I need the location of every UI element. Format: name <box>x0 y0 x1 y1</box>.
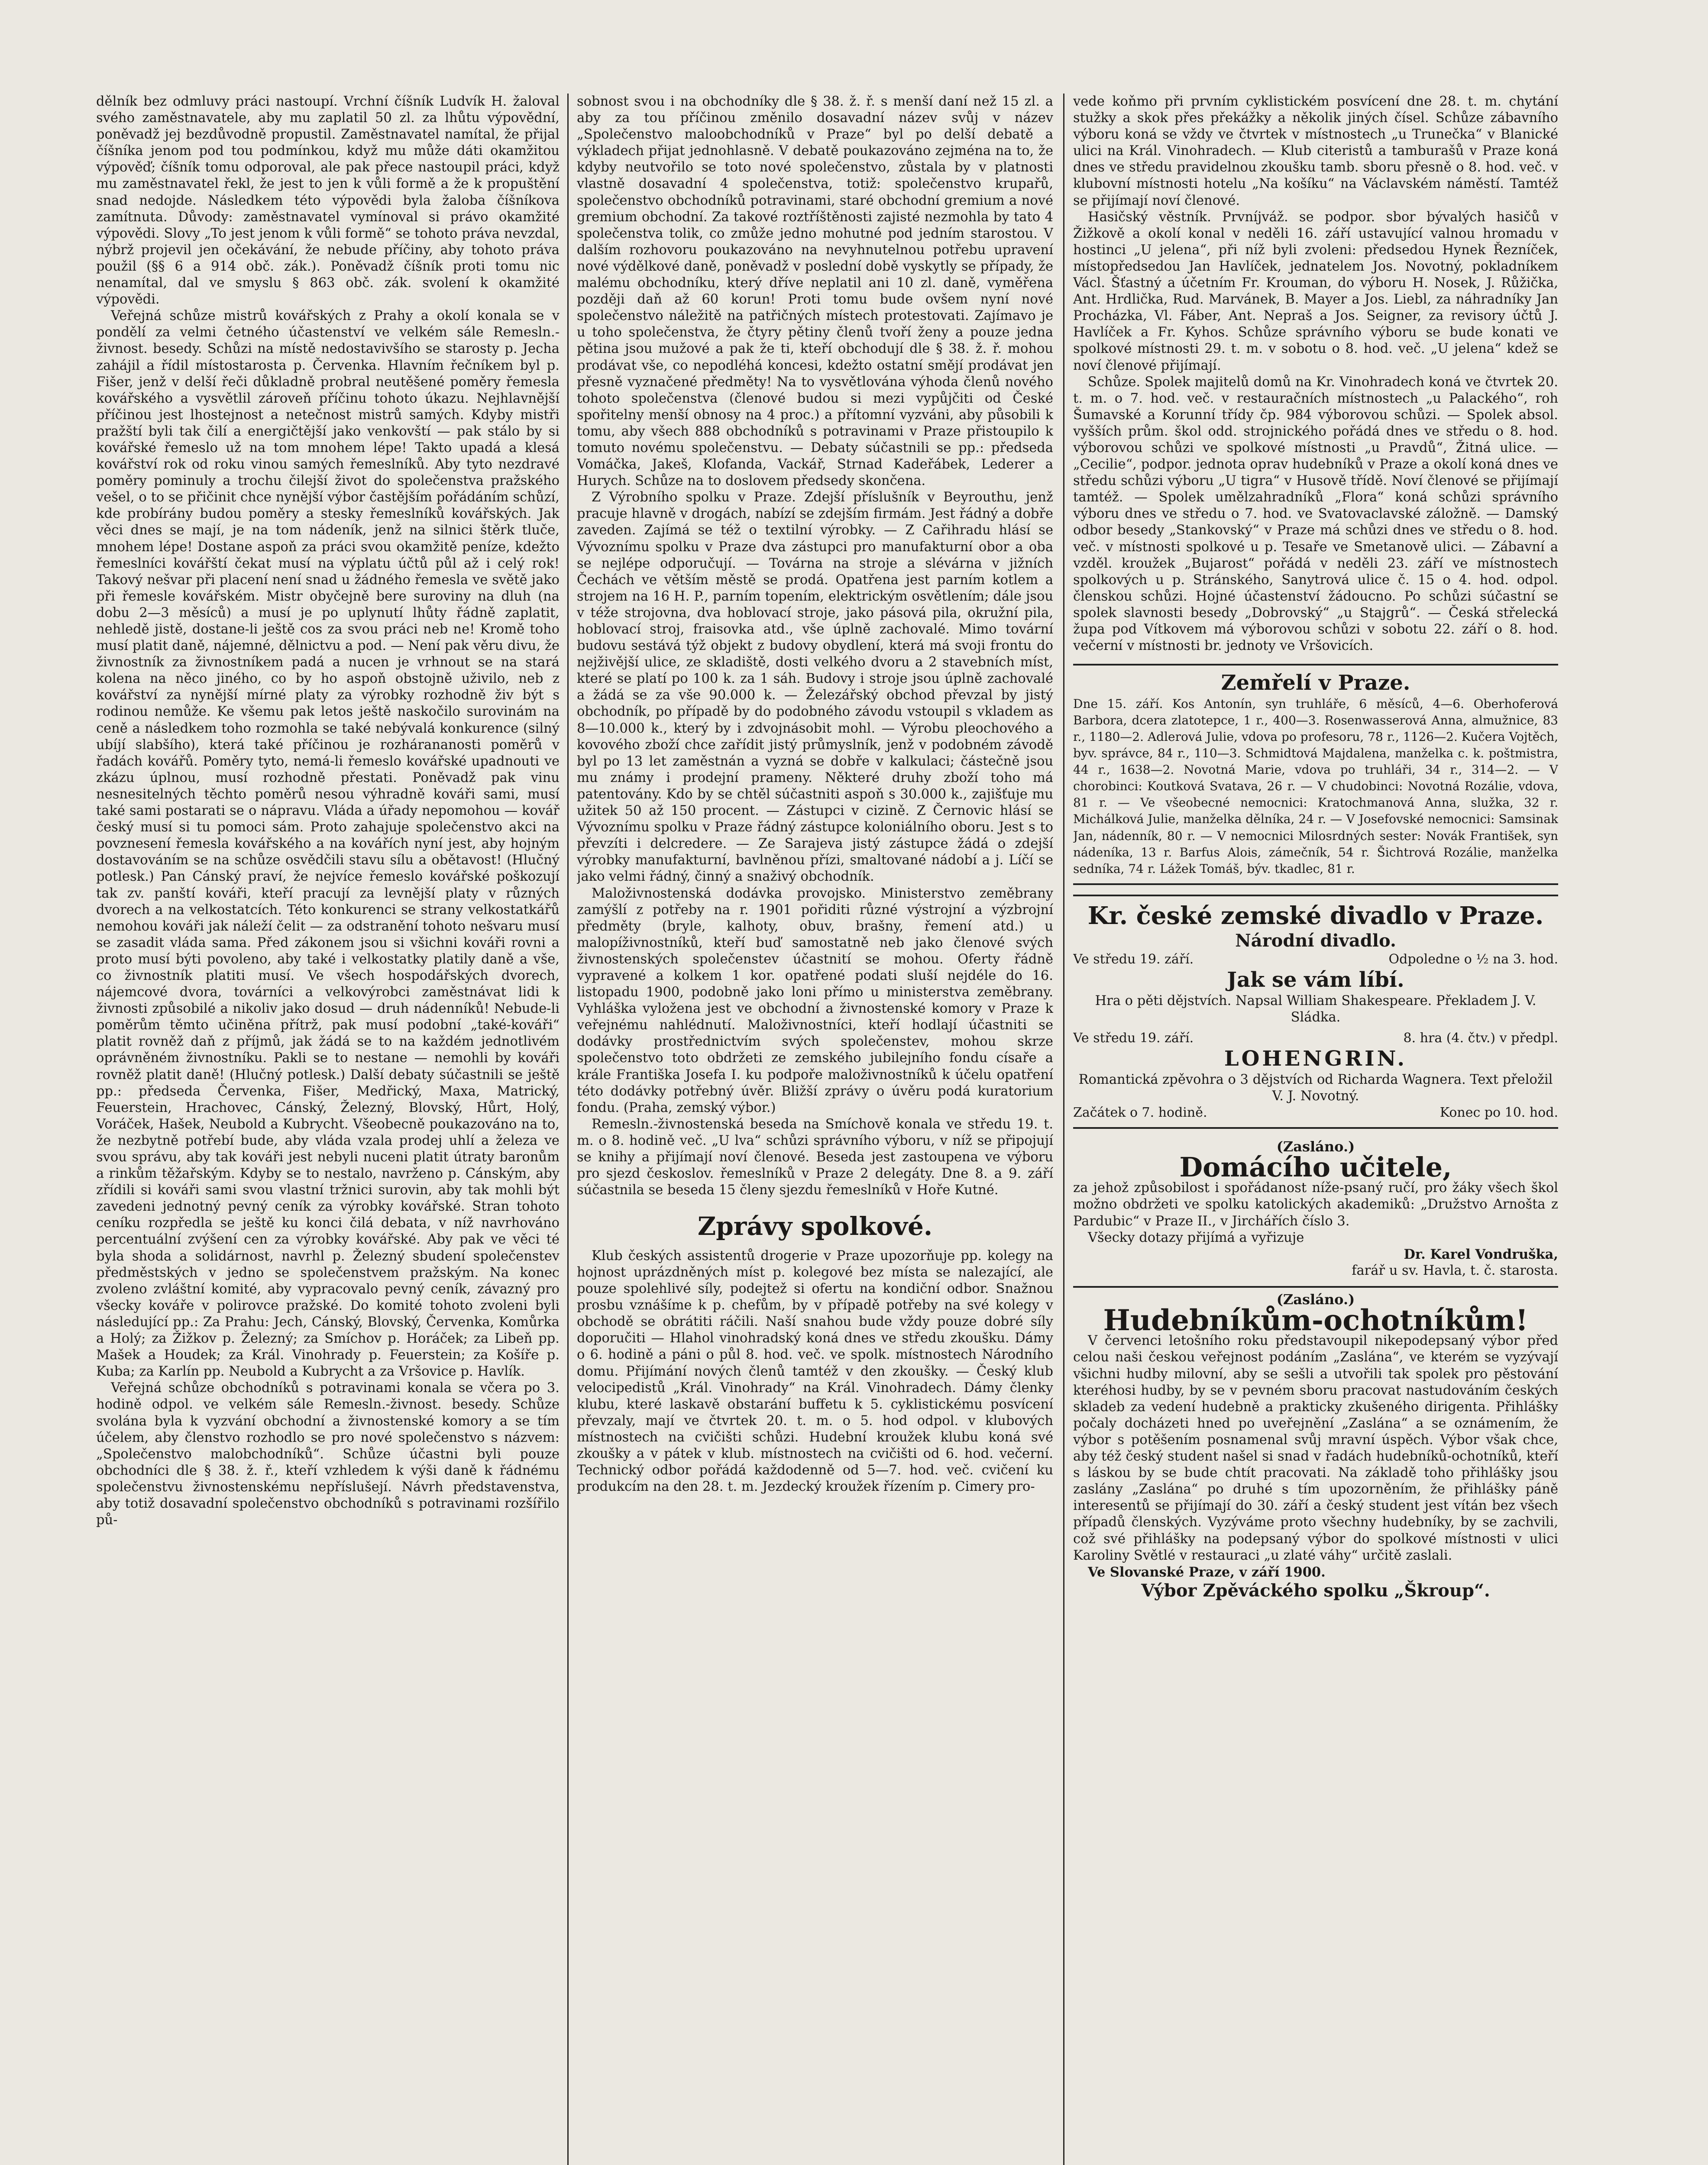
article-paragraph: dělník bez odmluvy práci nastoupí. Vrchní číšník Ludvík H. žaloval svého zaměstnavatele, aby mu zaplatil 50 zl. za lhůtu výpovědní, poněvadž jej bezdůvodně propustil. Zaměstnavatel namítal, že přijal číšníka jenom pod tou podmínkou, když mu může dáti okamžitou výpověď; číšník tomu odporoval, ale pak přece nastoupil práci, když mu zaměstnavatel řekl, že jest to jen k vůli formě a že k propuštění snad nedojde. Následkem této výpovědi byla žaloba číšníkova zamítnuta. Důvody: zaměstnavatel vymínoval si právo okamžité výpovědi. Slovy „To jest jenom k vůli formě“ se tohoto práva nevzdal, nýbrž projevil jen očekávání, že nebude příčiny, aby tohoto práva použil (§§ 6 a 914 obč. zák.). Poněvadž číšník proti tomu nic nenamítal, dal ve smyslu § 863 obč. zák. svolení k okamžité výpovědi. <box>96 94 560 307</box>
ad-signature: Výbor Zpěváckého spolku „Škroup“. <box>1141 1580 1490 1601</box>
deaths-notice <box>1073 664 1558 885</box>
article-paragraph: Veřejná schůze obchodníků s potravinami konala se včera po 3. hodině odpol. ve velkém sále Remesln.-živnost. besedy. Schůze svolána byla k vyzvání obchodní a živnostenské komory a se tím účelem, aby členstvo rozhodlo se pro nové společenstvo s názvem: „Společenstvo malobchodníků“. Schůze účastni byli pouze obchodníci dle § 38. ž. ř., kteří vzhledem k výši daně k řádnému společenstvu živnostenskému nepříslušejí. Návrh představenstva, aby totiž dosavadní společenstvo obchodníků s potravinami rozšířilo pů- <box>96 1380 560 1528</box>
column-divider <box>1063 94 1064 2165</box>
column-left <box>96 94 560 2165</box>
ad-place-date: Ve Slovanské Praze, v září 1900. <box>1088 1564 1326 1580</box>
theater-title: Kr. české zemské divadlo v Praze. <box>1087 901 1544 930</box>
deaths-title: Zemřelí v Praze. <box>1221 671 1410 695</box>
play-description: Romantická zpěvohra o 3 dějstvích od Richarda Wagnera. Text přeložil V. J. Novotný. <box>1078 1072 1553 1104</box>
ad-signature: Dr. Karel Vondruška, <box>1404 1246 1558 1262</box>
deaths-text: Dne 15. září. Kos Antonín, syn truhláře, 6 měsíců, 4—6. Oberhoferová Barbora, dcera zlatotepce, 1 r., 400—3. Rosenwasserová Anna, almužnice, 83 r., 1180—2. Adlerová Julie, vdova po profesoru, 78 r., 1126—2. Kučera Vojtěch, byv. správce, 84 r., 110—3. Schmidtová Majdalena, manželka c. k. poštmistra, 44 r., 1638—2. Novotná Marie, vdova po truhláři, 34 r., 314—2. — V chorobinci: Koutková Svatava, 26 r. — V chudobinci: Novotná Rozálie, vdova, 81 r. — Ve všeobecné nemocnici: Kratochmanová Anna, služka, 32 r. Michálková Julie, manželka dělníka, 24 r. — V Josefovské nemocnici: Samsinak Jan, nádenník, 80 r. — V nemocnici Milosrdných sester: Novák František, syn nádeníka, 13 r. Barfus Alois, zámečník, 54 r. Šichtrová Rozálie, manželka sedníka, 74 r. Lážek Tomáš, býv. tkadlec, 81 r. <box>1073 696 1558 876</box>
column-right <box>1073 94 1558 2165</box>
performance-line <box>1073 951 1558 968</box>
performance-date: Ve středu 19. září. <box>1073 1030 1194 1046</box>
theater-subtitle: Národní divadlo. <box>1235 931 1396 951</box>
column-middle <box>577 94 1053 2165</box>
theater-program <box>1073 895 1558 1129</box>
article-paragraph: sobnost svou i na obchodníky dle § 38. ž. ř. s menší daní než 15 zl. a aby za tou příčinou změnilo dosavadní název svůj v název „Společenstvo maloobchodníků v Praze“ byl po delší debatě a výkladech přijat jednohlasně. V debatě poukazováno zejména na to, že kdyby neutvořilo se toto nové společenstvo, zůstala by v platnosti vlastně dosavadní 4 společenstva, totiž: společenstvo krupařů, společenstvo obchodníků potravinami, staré obchodní gremium a nové gremium obchodní. Za takové roztříštěnosti zajisté nezmohla by tato 4 společenstva tolik, co zmůže jedno mohutné pod jedním starostou. V dalším rozhovoru poukazováno na nevyhnutelnou potřebu upravení nové výdělkové daně, poněvadž v poslední době vyskytly se případy, že malému obchodníku, který dříve neplatil ani 10 zl. daně, vyměřena později daň až 60 korun! Proti tomu bude ovšem nyní nové společenstvo náležitě na patřičných místech protestovati. Zajímavo je u toho společenstva, že čtyry pětiny členů tvoří ženy a pouze jedna pětina jsou mužové a pak že ti, kteří obchodují dle § 38. ž. ř. mohou prodávat vše, co nepodléhá koncesi, kdežto ostatní smějí prodávat jen přesně vyznačené předměty! Na to vysvětlována výhoda členů nového tohoto společenstva (členové budou si mezi vypůjčiti od České spořitelny menší obnosy na 4 proc.) a přítomní vyzváni, aby působili k tomu, aby všech 888 obchodníků s potravinami v Praze přistoupilo k tomuto novému společenstvu. — Debaty súčastnili se pp.: předseda Vomáčka, Jakeš, Klofanda, Vackář, Strnad Kadeřábek, Lederer a Hurych. Schůze na to doslovem předsedy skončena. <box>577 94 1053 489</box>
ad-tutor <box>1073 1138 1558 1279</box>
article-paragraph: Veřejná schůze mistrů kovářských z Prahy a okolí konala se v pondělí za velmi četného účastenství ve velkém sále Remesln.-živnost. besedy. Schůzi na místě nedostavivšího se starosty p. Jecha zahájil a řídil místostarosta p. Červenka. Hlavním řečníkem byl p. Fišer, jenž v delší řeči důkladně probral neutěšené poměry řemesla kovářského a vysvětlil zároveň příčinu tohoto úkazu. Nejhlavnější příčinou jest lhostejnost a netečnost mistrů samých. Kdyby mistři pražští byli tak čilí a energičtější jako venkovští — pak stálo by si kovářské řemeslo už na tom mnohem lépe! Takto upadá a klesá kovářství rok od roku vinou samých řemeslníků. Aby tyto nezdravé poměry pominuly a trochu čilejší život do společenstva pražského vešel, o to se přičinit chce nynější výbor častějším pořádáním schůzí, kde probírány budou poměry a stesky řemeslníků kovářských. Jak věci dnes se mají, je na tom nádeník, jenž na silnici štěrk tluče, mnohem lépe! Dostane aspoň za práci svou okamžitě peníze, kdežto řemeslníci kovářští čekat musí na výplatu účtů půl až i celý rok! Takový nešvar při placení není snad u žádného řemesla ve světě jako při řemesle kovářském. Mistr obyčejně bere suroviny na dluh (na dobu 2—3 měsíců) a musí je po uplynutí lhůty řádně zaplatit, nehledě jistě, dostane-li ještě cos za svou práci neb ne! Kromě toho musí platit daně, nájemné, dělnictvu a pod. — Není pak věru divu, že živnostník za živnostníkem padá a nucen je vrhnout se na stará kolena na něco jiného, co by ho aspoň obstojně uživilo, neb z kovářství za nynější mírné platy za výrobky rozhodně živ být s rodinou nemůže. Ke všemu pak letos ještě naskočilo surovinám na ceně a následkem toho rozmohla se také nebývalá konkurence (silný ubíjí slabšího), která také příčinou je rozhárananosti poměrů v řadách kovářů. Poměry tyto, nemá-li řemeslo kovářské upadnouti ve zkázu úplnou, musí rozhodně přestati. Poněvadž pak vinu nesnesitelných těchto poměrů nesou výhradně kováři sami, musí také sami postarati se o nápravu. Vláda a úřady nepomohou — kovář český musí si tu pomoci sám. Proto zahajuje společenstvo akci na povznesení řemesla kovářského a na kovářích nyní jest, aby hojným dostavováním se na schůze osvědčili stavu sílu a obětavost! (Hlučný potlesk.) Pan Cánský praví, že nejvíce řemeslo kovářské poškozují tak zv. panští kováři, kteří pracují za levnější platy v různých dvorech a na velkostatcích. Této konkurenci se strany velkostatkářů nemohou kováři jak náleží čelit — za odstranění tohoto nešvaru musí se zasadit vláda sama. Před zákonem jsou si všichni kováři rovni a proto musí býti povoleno, aby také i velkostatky platily daně a vše, co živnostník platiti musí. Ve všech hospodářských dvorech, nájemcové dvora, továrníci a velkovýrobci zaměstnávat lidi k živnosti způsobilé a nikoliv jako dosud — druh nádenníků! Nebude-li poměrům těmto učiněna přítrž, pak musí podobní „také-kováři“ platit rovněž daň z příjmů, jak žádá se to na každém jednotlivém oprávněném živnostníku. Pakli se to nestane — nemohli by kováři rovněž platit daně! (Hlučný potlesk.) Další debaty súčastnili se ještě pp.: předseda Červenka, Fišer, Medřický, Maxa, Matrický, Feuerstein, Hrachovec, Cánský, Železný, Blovský, Hůrt, Holý, Voráček, Hašek, Neubold a Kubrycht. Všeobecně poukazováno na to, že nezbytně potřebí bude, aby vláda vzala prodej uhlí a železa ve svou správu, aby tak kováři jest nebyli nuceni platit útraty baronům a rinkům těžařským. Kdyby se to nestalo, navrženo p. Cánským, aby zřídili si kováři sami svou vlastní tržnici surovin, aby tak mohli být zavedeni jednotný pevný ceník za výrobky kovářské. Stran tohoto ceníku rozpředla se ještě ku konci čilá debata, v níž navrhováno percentuální zvýšení cen za výrobky kovářské. Aby pak ve věci té byla shoda a solidárnost, navrhl p. Železný sbudení společenstev předměstských v jedno se společenstvem pražským. Na konec zvoleno zvláštní komité, aby vypracovalo pevný ceník, závazný pro všecky kováře v polirovce pražské. Do komité tohoto zvoleni byli následující pp.: Za Prahu: Jech, Cánský, Blovský, Červenka, Komůrka a Holý; za Žižkov p. Železný; za Smíchov p. Horáček; za Libeň pp. Mašek a Houdek; za Král. Vinohrady p. Feuerstein; za Košíře p. Kuba; za Karlín pp. Neubold a Kubrycht a za Vršovice p. Havlík. <box>96 308 560 1380</box>
performance-note: 8. hra (4. čtv.) v předpl. <box>1403 1030 1558 1046</box>
ad-title: Hudebníkům-ochotníkům! <box>1103 1303 1528 1338</box>
article-paragraph: vede koňmo při prvním cyklistickém posvícení dne 28. t. m. chytání stužky a skok přes překážky a několik jiných čísel. Schůze zábavního výboru koná se vždy ve čtvrtek v místnostech „u Trunečka“ v Blanické ulici na Král. Vinohradech. — Klub citeristů a tamburašů v Praze koná dnes ve středu pravidelnou zkoušku tamb. sboru přesně o 8. hod. več. v klubovní místnosti hotelu „Na košíku“ na Václavském náměstí. Tamtéž se přijímají noví členové. <box>1073 94 1558 208</box>
performance-time: Odpoledne o ½ na 3. hod. <box>1388 952 1558 967</box>
performance-line <box>1073 1105 1558 1121</box>
ad-tag: (Zasláno.) <box>1276 1291 1355 1308</box>
article-paragraph: Remesln.-živnostenská beseda na Smíchově konala ve středu 19. t. m. o 8. hodině več. „U lva“ schůzi správního výboru, v níž se připojují se knihy a přijímají noví členové. Beseda jest zastoupena ve výboru pro sjezd českoslov. řemeslníků v Praze 2 delegáty. Dne 8. a 9. září súčastnila se beseda 15 členy sjezdu řemeslníků v Hoře Kutné. <box>577 1116 1053 1198</box>
ad-signature-title: farář u sv. Havla, t. č. starosta. <box>1352 1263 1558 1278</box>
performance-line <box>1073 1030 1558 1047</box>
section-heading: Zprávy spolkové. <box>697 1212 933 1241</box>
article-paragraph: Hasičský věstník. Prvníjváž. se podpor. sbor bývalých hasičů v Žižkově a okolí konal v neděli 16. září ustavující valnou hromadu v hostinci „U jelena“, při níž byli zvoleni: předsedou Hynek Řezníček, místopředsedou Jan Havlíček, jednatelem Jos. Novotný, pokladníkem Václ. Šťastný a účetním Fr. Krouman, do výboru H. Nosek, J. Růžička, Ant. Hrdlička, Rud. Marvánek, B. Mayer a Jos. Liebl, za náhradníky Jan Procházka, Vl. Fáber, Ant. Nepraš a Jos. Seigner, za revisory účtů J. Havlíček a Fr. Kyhos. Schůze správního výboru se bude konati ve spolkové místnosti 29. t. m. v sobotu o 8. hod. več. „U jelena“ kdež se noví členové přijímají. <box>1073 209 1558 373</box>
article-paragraph: Klub českých assistentů drogerie v Praze upozorňuje pp. kolegy na hojnost uprázdněných míst p. kolegové bez místa se nalezající, ale pouze spolehlivé síly, podejtež si ofertu na kondiční odbor. Snažnou prosbu vznášíme k p. chefům, by v případě potřeby na své kolegy v obchodě se obrátiti ráčili. Naší snahou bude vždy pouze dobré síly doporučiti — Hlahol vinohradský koná dnes ve středu zkoušku. Dámy o 6. hodině a páni o půl 8. hod. več. ve spolk. místnostech Národního domu. Přijímání nových členů tamtéž v den zkoušky. — Český klub velocipedistů „Král. Vinohrady“ na Král. Vinohradech. Dámy členky klubu, které laskavě obstarání buffetu k 5. cyklistickému posvícení převzaly, mají ve čtvrtek 20. t. m. o 5. hod odpol. v klubových místnostech na cvičišti schůzi. Hudební kroužek klubu koná své zkoušky a v pátek v klub. místnostech na cvičišti od 6. hod. večerní. Technický odbor pořádá každodenně od 5—7. hod. več. cvičení ku produkcím na den 28. t. m. Jezdecký kroužek řízením p. Cimery pro- <box>577 1248 1053 1495</box>
play-title: LOHENGRIN. <box>1224 1046 1407 1071</box>
article-paragraph: Maloživnostenská dodávka provojsko. Ministerstvo zeměbrany zamýšlí z potřeby na r. 1901 pořiditi různé výstrojní a výzbrojní předměty (bryle, kalhoty, obuv, brašny, řemení atd.) u malopíživnostníků, kteří buď samostatně neb jako členové svých živnostenských společenstev účastnití se mohou. Oferty řádně vypravené a kolkem 1 kor. opatřené podati sluší nejdéle do 16. listopadu 1900, podobně jako loni přímo u ministerstva zeměbrany. Vyhláška vyložena jest ve obchodní a živnostenské komory v Praze k veřejnému nahlédnutí. Maloživnostníci, kteří hodlají účastniti se dodávky prostřednictvím svých společenstev, mohou skrze společenstvo toto obdržeti ze zemského jubilejního fondu císaře a krále Františka Josefa I. ku podpoře maloživnostníků k účelu opatření této dodávky potřebný úvěr. Bližší zprávy o úvěru podá kuratorium fondu. (Praha, zemský výbor.) <box>577 885 1053 1115</box>
ad-note: Všecky dotazy přijímá a vyřizuje <box>1088 1230 1304 1245</box>
ad-text: V červenci letošního roku představoupil nikepodepsaný výbor před celou naši českou veřejnost podáním „Zaslána“, ve kterém se vyzývají všichni hudby milovní, aby se sešli a utvořili tak spolek pro pěstování kteréhosi hudby, by se v pevném sboru pracovat nastudováním českých skladeb za vedení hudebně a prakticky zkušeného dirigenta. Přihlášky počaly docházeti hned po uveřejnění „Zaslána“ a se oznámením, že výbor s potěšením posnamenal svůj mravní úspěch. Výbor však chce, aby též český student našel si snad v řadách hudebníků-ochotníků, kteří s láskou by se bude chtít pracovati. Na základě toho přihlášky jsou zaslány „Zaslána“ po druhé s tím upozorněním, že přihlášky páně interesentů se přijímají do 30. září a český student jest vítán bez všech případů členských. Vyzýváme proto všechny hudebníky, by se zachvili, což své přihlášky na podepsaný výbor do spolkové místnosti v ulici Karoliny Světlé v restauraci „u zlaté váhy“ určitě zaslali. <box>1073 1333 1558 1563</box>
performance-start: Začátek o 7. hodině. <box>1073 1105 1207 1120</box>
article-paragraph: Z Výrobního spolku v Praze. Zdejší příslušník v Beyrouthu, jenž pracuje hlavně v drogách, nabízí se zdejším firmám. Jest řádný a dobře zaveden. Zajímá se též o textilní výrobky. — Z Cařihradu hlásí se Vývoznímu spolku v Praze dva zástupci pro manufakturní obor a oba se nejlépe odporučují. — Továrna na stroje a slévárna v jižních Čechách ve větším městě se prodá. Opatřena jest parním kotlem a strojem na 16 H. P., parním topením, elektrickým osvětlením; dále jsou v téže strojovna, dva hoblovací stroje, jako pásová pila, okružní pila, hoblovací stroj, fraisovka atd., vše úplně zachovalé. Mimo tovární budovu sestává týž objekt z budovy obydlení, která má svoji frontu do nejživější ulice, ze skladiště, dosti velkého dvoru a 2 stavebních míst, které se platí po 100 k. za 1 sáh. Budovy i stroje jsou úplně zachovalé a žádá se za vše 90.000 k. — Železářský obchod převzal by jistý obchodník, po případě by do podobného závodu vstoupil s vkladem as 8—10.000 k., který by i zdvojnásobit mohl. — Výrobu pleochového a kovového zboží chce zařídit jistý průmyslník, jenž v podobném závodě byl po 13 let zaměstnán a vyzná se dobře v kalkulaci; částečně jsou mu známy i prodejní prameny. Některé druhy zboží toho má patentovány. Kdo by se chtěl súčastniti aspoň s 30.000 k., zajišťuje mu užitek 50 až 150 procent. — Zástupci v cizině. Z Černovic hlásí se Vývoznímu spolku v Praze řádný zástupce koloniálního oboru. Jest s to převzíti i delcredere. — Ze Sarajeva jistý zástupce žádá o zdejší výrobky manufakturní, bavlněnou přízi, smaltované nádobí a j. Líčí se jako velmi řádný, činný a snaživý obchodník. <box>577 490 1053 885</box>
ad-tag: (Zasláno.) <box>1276 1138 1355 1155</box>
performance-date: Ve středu 19. září. <box>1073 952 1194 967</box>
column-divider <box>567 94 569 2165</box>
ad-title: Domácího učitele, <box>1179 1151 1452 1183</box>
performance-end: Konec po 10. hod. <box>1440 1105 1558 1120</box>
ad-musicians <box>1073 1286 1558 1601</box>
play-title: Jak se vám líbí. <box>1227 968 1404 992</box>
ad-text: za jehož způsobilost i spořádanost níže-psaný ručí, pro žáky všech škol možno obdržeti ve spolku katolických akademiků: „Družstvo Arnošta z Pardubic“ v Praze II., v Jirchářích číslo 3. <box>1073 1180 1558 1229</box>
play-description: Hra o pěti dějstvích. Napsal William Shakespeare. Překladem J. V. Sládka. <box>1095 993 1537 1025</box>
article-paragraph: Schůze. Spolek majitelů domů na Kr. Vinohradech koná ve čtvrtek 20. t. m. o 7. hod. več. v restauračních místnostech „u Palackého“, roh Šumavské a Korunní třídy čp. 984 výborovou schůzi. — Spolek absol. vyšších prům. škol odd. strojnického pořádá dnes ve středu o 8. hod. výborovou schůzi ve spolkové místnosti „u Pravdů“, Žitná ulice. — „Cecilie“, podpor. jednota oprav hudebníků v Praze a okolí koná dnes ve středu schůzi výboru „U tigra“ v Husově třídě. Noví členové se přijímají tamtéž. — Spolek umělzahradníků „Flora“ koná schůzi správního výboru dnes ve středu o 7. hod. ve Svatovaclavské záložně. — Damský odbor besedy „Stankovský“ v Praze má schůzi dnes ve středu o 8. hod. več. v místnosti spolkové u p. Tesaře ve Smetanově ulici. — Zábavní a vzděl. kroužek „Bujarost“ pořádá v neděli 23. září ve místnostech spolkových u p. Stránského, Sanytrová ulice č. 15 o 4. hod. odpol. členskou schůzi. Hojné účastenství žádoucno. Po schůzi súčastní se spolek slavnosti besedy „Dobrovský“ „u Stajgrů“. — Česká střelecká župa pod Vítkovem má výborovou schůzi v sobotu 22. září o 8. hod. večerní v místnosti br. jednoty ve Vršovicích. <box>1073 374 1558 654</box>
